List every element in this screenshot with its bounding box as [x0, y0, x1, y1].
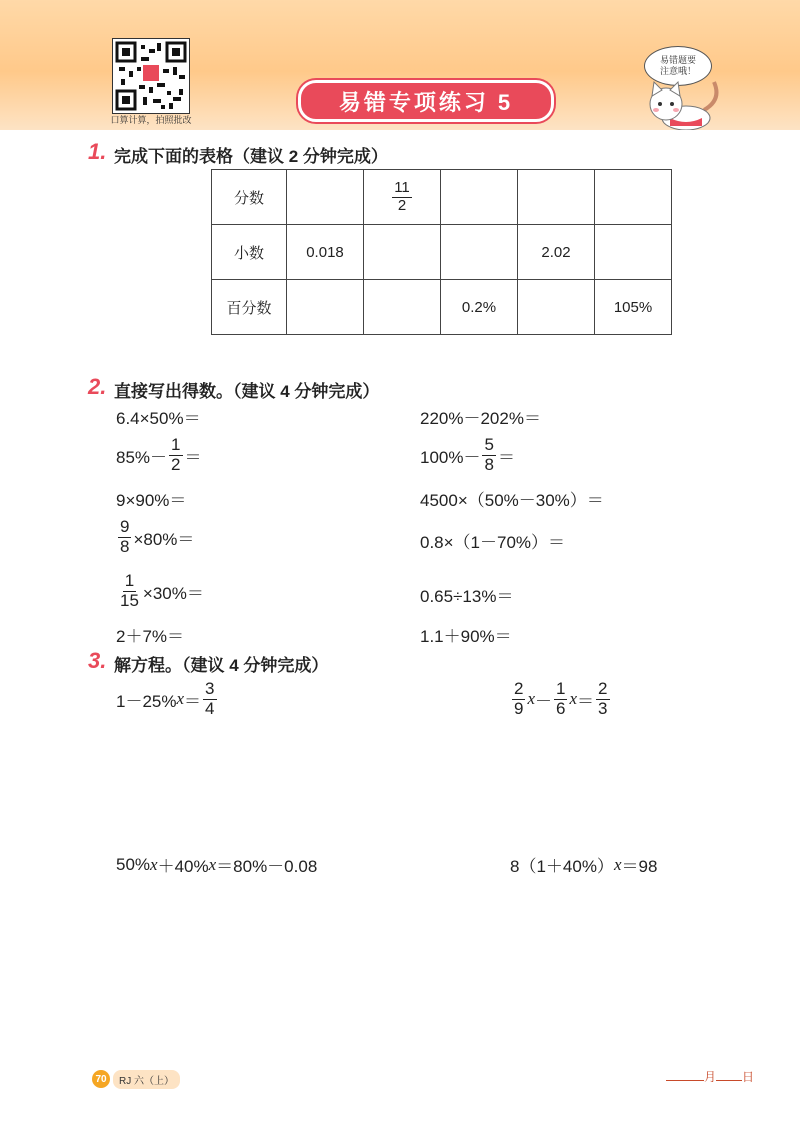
denominator: 6 [556, 698, 566, 718]
fraction [482, 436, 495, 474]
expr-text: ＝ [184, 447, 202, 467]
table-row [212, 225, 672, 280]
fraction [392, 180, 412, 214]
table-cell[interactable]: 2.02 [518, 225, 595, 280]
equation-2 [510, 680, 612, 718]
page-title-banner [298, 80, 554, 122]
variable: x [613, 854, 622, 874]
numerator: 11 [394, 179, 410, 196]
fraction [118, 572, 141, 610]
month-blank[interactable] [666, 1068, 704, 1081]
equation-4 [510, 852, 657, 877]
calc-item: 0.65÷13%＝ [420, 587, 514, 606]
expr-text: ＝ [577, 691, 595, 711]
denominator: 4 [205, 698, 215, 718]
expr-text: 1－25% [116, 691, 177, 711]
equation-1 [116, 680, 219, 718]
calc-item: 2＋7%＝ [116, 627, 185, 646]
calc-item: 220%－202%＝ [420, 409, 541, 428]
denominator: 15 [120, 590, 139, 610]
expr-text: ＝98 [621, 857, 658, 876]
table-cell[interactable] [287, 170, 364, 225]
table-row [212, 170, 672, 225]
denominator: 3 [598, 698, 608, 718]
numerator: 9 [120, 517, 130, 536]
row-label: 分数 [212, 170, 287, 225]
fraction [169, 436, 182, 474]
expr-text: ＝80%－0.08 [216, 857, 318, 876]
numerator: 2 [598, 679, 608, 698]
day-label: 日 [742, 1070, 755, 1084]
variable: x [150, 854, 158, 874]
variable: x [208, 854, 217, 874]
table-cell[interactable] [518, 280, 595, 335]
expr-text: ×30%＝ [142, 583, 204, 603]
fraction [512, 680, 525, 718]
calc-item [420, 436, 515, 474]
section-3-title: 解方程。（建议 4 分钟完成） [114, 656, 329, 675]
calc-item: 4500×（50%－30%）＝ [420, 491, 604, 510]
calc-item: 0.8×（1－70%）＝ [420, 533, 566, 552]
numerator: 3 [205, 679, 215, 698]
expr-text: 50% [116, 854, 151, 874]
section-1-title: 完成下面的表格（建议 2 分钟完成） [114, 147, 388, 166]
denominator: 2 [171, 454, 181, 474]
grade-label: RJ 六（上） [113, 1070, 180, 1089]
expr-text: 100%－ [420, 447, 481, 467]
cat-mascot-icon [634, 70, 724, 130]
expr-text: 8（1＋40%） [510, 857, 614, 876]
calc-item: 6.4×50%＝ [116, 409, 201, 428]
expr-text: 85%－ [116, 447, 168, 467]
numerator: 2 [514, 679, 524, 698]
table-cell[interactable]: 0.018 [287, 225, 364, 280]
bubble-text-2: 注意哦！ [659, 66, 696, 76]
header-banner [0, 0, 800, 130]
variable: x [527, 689, 536, 709]
expr-text: ×80%＝ [133, 529, 195, 549]
calc-item [116, 436, 202, 474]
qr-caption: 口算计算，拍照批改 [110, 115, 192, 125]
table-cell[interactable] [287, 280, 364, 335]
calc-item: 1.1＋90%＝ [420, 627, 512, 646]
section-3-number: 3. [88, 648, 107, 673]
table-cell[interactable] [364, 170, 441, 225]
numerator: 1 [171, 435, 181, 454]
table-cell[interactable] [364, 280, 441, 335]
row-label: 百分数 [212, 280, 287, 335]
page-number: 70 [92, 1070, 110, 1088]
table-cell[interactable]: 105% [595, 280, 672, 335]
page-footer [92, 1070, 180, 1088]
denominator: 8 [120, 536, 130, 556]
variable: x [569, 689, 578, 709]
numerator: 1 [556, 679, 566, 698]
table-cell[interactable]: 0.2% [441, 280, 518, 335]
conversion-table [211, 169, 672, 335]
date-field [666, 1068, 754, 1085]
expr-text: ＝ [497, 447, 515, 467]
calc-item: 9×90%＝ [116, 491, 187, 510]
section-2-title: 直接写出得数。（建议 4 分钟完成） [114, 382, 380, 401]
expr-text: ＋40% [157, 857, 209, 876]
section-1-number: 1. [88, 139, 107, 164]
equation-3 [116, 852, 317, 877]
table-cell[interactable] [595, 170, 672, 225]
qr-code[interactable] [112, 38, 190, 114]
table-cell[interactable] [518, 170, 595, 225]
variable: x [176, 689, 185, 709]
table-cell[interactable] [441, 170, 518, 225]
page-title: 易错专项练习 5 [338, 89, 514, 115]
calc-item [116, 572, 204, 610]
fraction [596, 680, 609, 718]
denominator: 8 [484, 454, 494, 474]
table-cell[interactable] [364, 225, 441, 280]
month-label: 月 [704, 1070, 717, 1084]
day-blank[interactable] [716, 1068, 742, 1081]
expr-text: ＝ [184, 691, 202, 711]
table-row [212, 280, 672, 335]
row-label: 小数 [212, 225, 287, 280]
expr-text: － [535, 691, 553, 711]
table-cell[interactable] [595, 225, 672, 280]
section-2-number: 2. [88, 374, 107, 399]
numerator: 5 [484, 435, 494, 454]
numerator: 1 [124, 571, 135, 590]
fraction [554, 680, 567, 718]
calc-item [116, 518, 194, 556]
fraction [118, 518, 131, 556]
bubble-text-1: 易错题要 [659, 55, 696, 65]
denominator: 2 [397, 196, 407, 214]
fraction [203, 680, 216, 718]
table-cell[interactable] [441, 225, 518, 280]
denominator: 9 [514, 698, 524, 718]
